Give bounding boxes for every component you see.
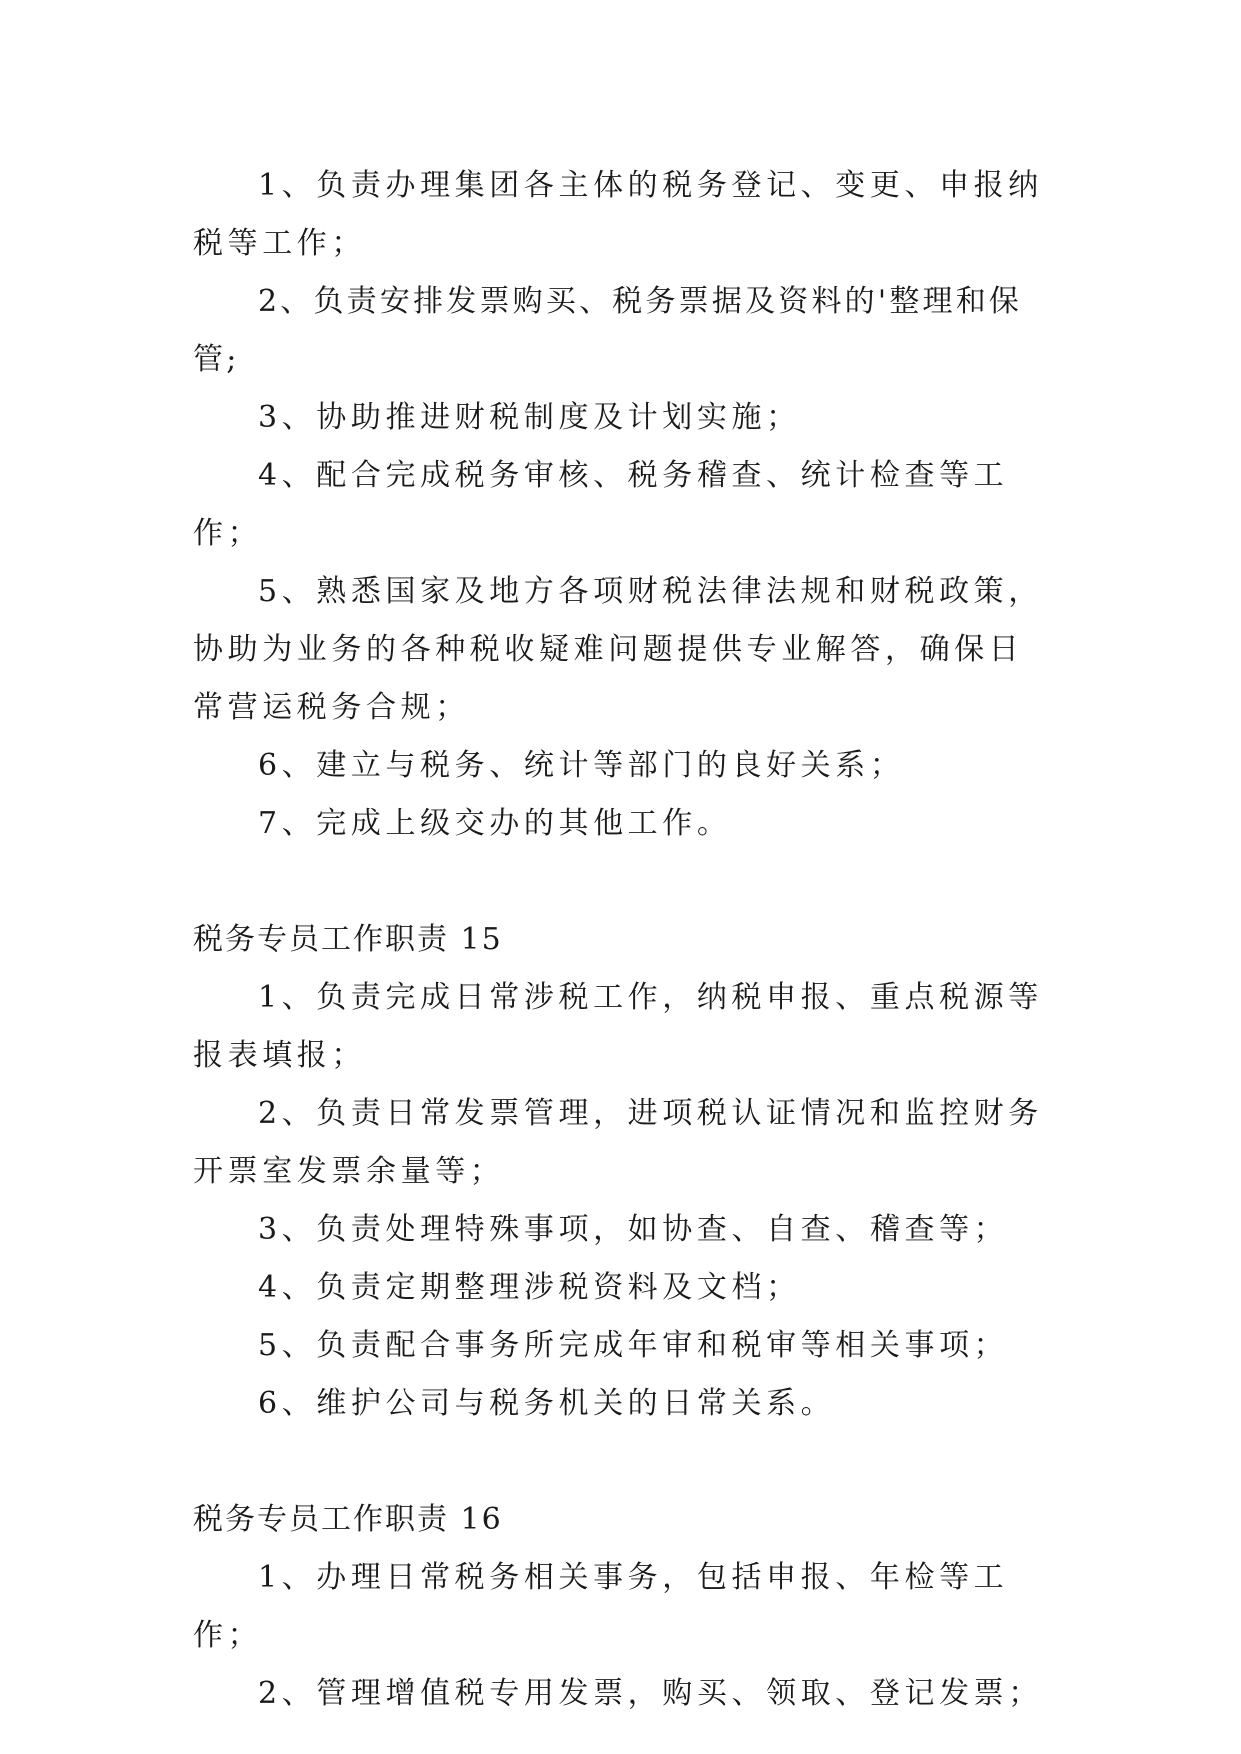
paragraph: 7、完成上级交办的其他工作。 — [258, 806, 732, 841]
paragraph: 5、熟悉国家及地方各项财税法律法规和财税政策，协助为业务的各种税收疑难问题提供专业解答，确保日常营运税务合规； — [193, 574, 1043, 725]
spacer — [193, 853, 1053, 911]
paragraph: 3、协助推进财税制度及计划实施； — [258, 400, 801, 435]
paragraph: 1、办理日常税务相关事务，包括申报、年检等工作； — [193, 1560, 1009, 1653]
section-title: 税务专员工作职责 16 — [193, 1502, 503, 1537]
paragraph: 2、管理增值税专用发票，购买、领取、登记发票； — [258, 1676, 1043, 1711]
paragraph: 4、负责定期整理涉税资料及文档； — [258, 1270, 801, 1305]
paragraph: 1、负责完成日常涉税工作，纳税申报、重点税源等报表填报； — [193, 980, 1043, 1073]
paragraph: 6、建立与税务、统计等部门的良好关系； — [258, 748, 905, 783]
section-a — [193, 157, 1053, 853]
section-15 — [193, 911, 1053, 1433]
section-16 — [193, 1491, 1053, 1723]
paragraph: 2、负责日常发票管理，进项税认证情况和监控财务开票室发票余量等； — [193, 1096, 1043, 1189]
paragraph: 1、负责办理集团各主体的税务登记、变更、申报纳税等工作； — [193, 168, 1043, 261]
spacer — [193, 1433, 1053, 1491]
paragraph: 2、负责安排发票购买、税务票据及资料的'整理和保管; — [193, 284, 1023, 377]
section-title: 税务专员工作职责 15 — [193, 922, 503, 957]
paragraph: 5、负责配合事务所完成年审和税审等相关事项； — [258, 1328, 1009, 1363]
document-page — [193, 157, 1053, 1723]
paragraph: 3、负责处理特殊事项，如协查、自查、稽查等； — [258, 1212, 1009, 1247]
paragraph: 4、配合完成税务审核、税务稽查、统计检查等工作； — [193, 458, 1009, 551]
paragraph: 6、维护公司与税务机关的日常关系。 — [258, 1386, 836, 1421]
